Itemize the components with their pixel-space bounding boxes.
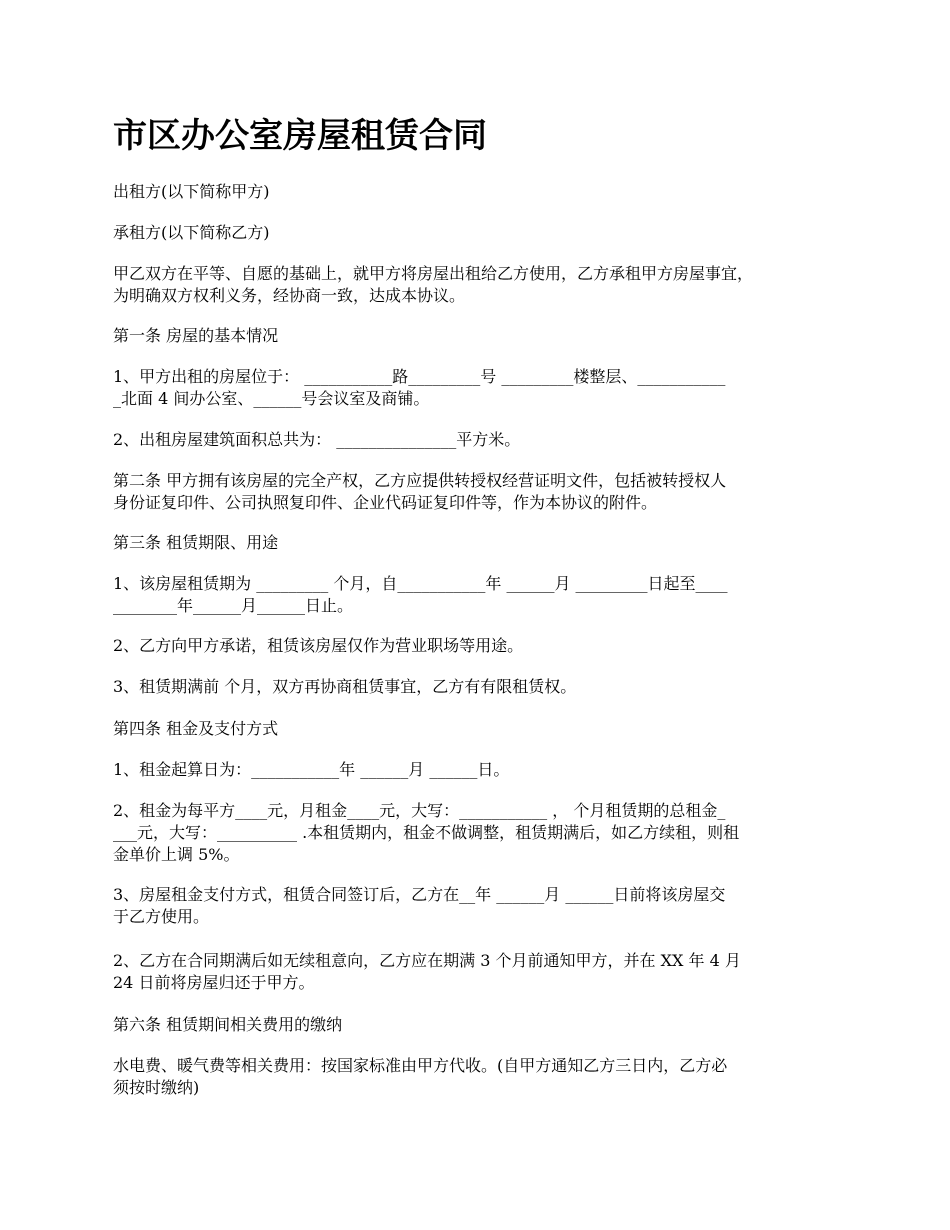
text-line: ________年______月______日止。 <box>113 596 354 615</box>
clause-return-notice <box>113 950 741 994</box>
text-line: 第二条 甲方拥有该房屋的完全产权，乙方应提供转授权经营证明文件，包括被转授权人 <box>113 471 727 490</box>
clause-3-1 <box>113 573 728 617</box>
text-line: 承租方(以下简称乙方) <box>113 223 270 242</box>
text-line: 金单价上调 5%。 <box>113 845 240 864</box>
text-line: 水电费、暖气费等相关费用：按国家标准由甲方代收。(自甲方通知乙方三日内，乙方必 <box>113 1056 728 1075</box>
text-line: 2、乙方在合同期满后如无续租意向，乙方应在期满 3 个月前通知甲方，并在 XX 年 4 月 <box>113 951 741 970</box>
text-line: 2、乙方向甲方承诺，租赁该房屋仅作为营业职场等用途。 <box>113 636 524 655</box>
text-line: 2、租金为每平方____元，月租金____元，大写：___________ ， 个月租赁期的总租金_ <box>113 801 726 820</box>
text-line: 甲乙双方在平等、自愿的基础上，就甲方将房屋出租给乙方使用，乙方承租甲方房屋事宜， <box>113 264 754 283</box>
text-line: 1、甲方出租的房屋位于： ___________路_________号 _________楼整层、___________ <box>113 367 726 386</box>
clause-3-3 <box>113 676 576 698</box>
text-line: 出租方(以下简称甲方) <box>113 182 270 201</box>
section-heading-1 <box>113 325 278 347</box>
text-line: 身份证复印件、公司执照复印件、企业代码证复印件等，作为本协议的附件。 <box>113 493 658 512</box>
paragraph-preamble <box>113 263 753 307</box>
text-line: 于乙方使用。 <box>113 907 210 926</box>
text-line: 3、房屋租金支付方式，租赁合同签订后，乙方在__年 ______月 ______日前将该房屋交 <box>113 885 726 904</box>
clause-6-fees <box>113 1055 727 1099</box>
text-line: 第六条 租赁期间相关费用的缴纳 <box>113 1015 343 1034</box>
text-line: 1、该房屋租赁期为 _________ 个月，自___________年 ______月 _________日起至____ <box>113 574 728 593</box>
clause-3-2 <box>113 635 523 657</box>
text-line: 第三条 租赁期限、用途 <box>113 533 279 552</box>
paragraph-lessor <box>113 181 270 203</box>
clause-4-1 <box>113 759 509 781</box>
text-line: 须按时缴纳) <box>113 1078 200 1097</box>
text-line: 1、租金起算日为：___________年 ______月 ______日。 <box>113 760 510 779</box>
text-line: 2、出租房屋建筑面积总共为： _______________平方米。 <box>113 430 521 449</box>
text-line: 为明确双方权利义务，经协商一致，达成本协议。 <box>113 286 466 305</box>
text-line: _北面 4 间办公室、______号会议室及商铺。 <box>113 389 430 408</box>
text-line: 第四条 租金及支付方式 <box>113 719 279 738</box>
text-line: 第一条 房屋的基本情况 <box>113 326 279 345</box>
text-line: ___元，大写：__________ .本租赁期内，租金不做调整，租赁期满后，如乙方续租，则租 <box>113 823 740 842</box>
clause-4-2 <box>113 800 739 866</box>
clause-4-3 <box>113 884 725 928</box>
section-heading-3 <box>113 532 278 554</box>
section-heading-4 <box>113 718 278 740</box>
document-title: 市区办公室房屋租赁合同 <box>113 116 487 156</box>
clause-1-1 <box>113 366 725 410</box>
section-heading-6 <box>113 1014 342 1036</box>
clause-1-2 <box>113 429 520 451</box>
section-heading-2 <box>113 470 726 514</box>
text-line: 3、租赁期满前 个月，双方再协商租赁事宜，乙方有有限租赁权。 <box>113 677 577 696</box>
text-line: 24 日前将房屋归还于甲方。 <box>113 973 315 992</box>
paragraph-lessee <box>113 222 270 244</box>
